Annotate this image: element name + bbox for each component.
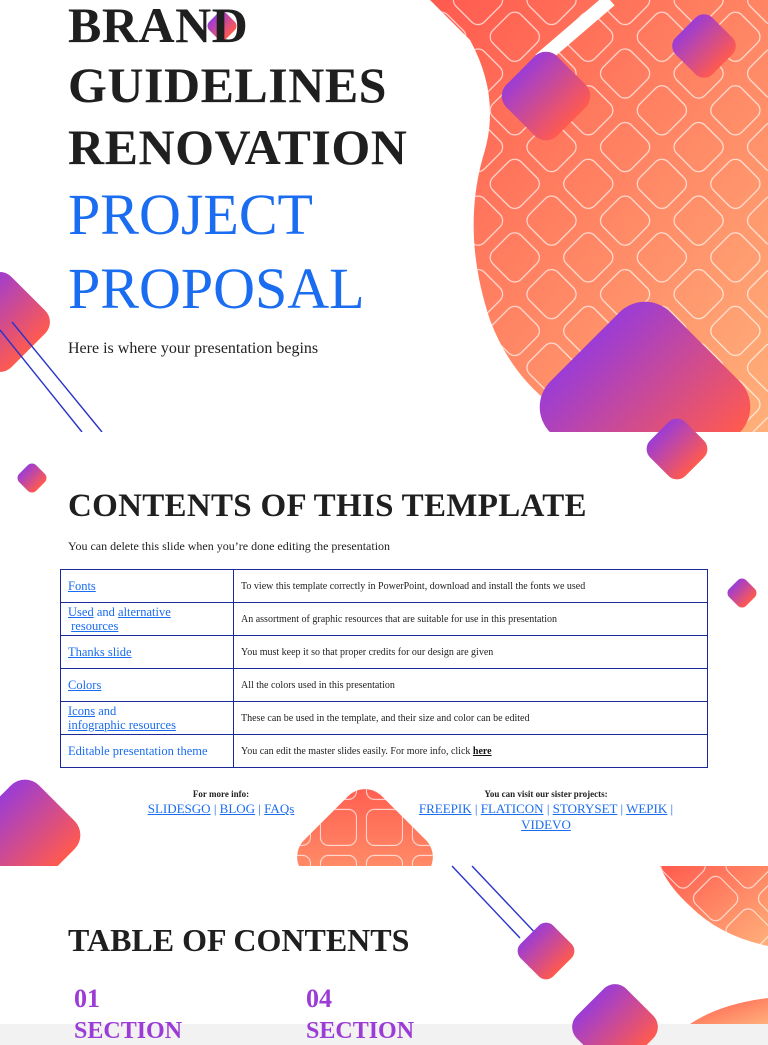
- title-line-brand: BRAND: [68, 0, 249, 53]
- pink-diamond-right: [725, 576, 759, 610]
- freepik-link[interactable]: FREEPIK: [418, 801, 472, 816]
- wepik-link[interactable]: WEPIK: [626, 801, 668, 816]
- title-line-renovation: RENOVATION: [68, 119, 408, 175]
- link-separator: |: [474, 801, 478, 816]
- row-description: All the colors used in this presentation: [234, 669, 708, 702]
- toc-number: 01: [74, 984, 100, 1013]
- purple-diamond-left: [0, 265, 57, 378]
- contents-title: CONTENTS OF THIS TEMPLATE: [68, 488, 587, 524]
- pink-diamond-left: [15, 461, 49, 495]
- toc-title: TABLE OF CONTENTS: [68, 922, 410, 958]
- slide1-subtitle: Here is where your presentation begins: [68, 340, 319, 357]
- toc-section-title: SECTION: [74, 1018, 183, 1044]
- fonts-link[interactable]: Fonts: [68, 579, 96, 593]
- contents-subtitle: You can delete this slide when you’re done editing the presentation: [68, 539, 391, 553]
- link-separator: |: [213, 801, 217, 816]
- table-row: [61, 669, 708, 702]
- alternative-link[interactable]: alternative: [118, 605, 171, 619]
- row-description: To view this template correctly in PowerPoint, download and install the fonts we used: [234, 570, 708, 603]
- blog-link[interactable]: BLOG: [219, 801, 256, 816]
- colors-link[interactable]: Colors: [68, 678, 102, 692]
- faqs-link[interactable]: FAQs: [264, 801, 295, 816]
- blue-line: [472, 866, 540, 938]
- title-line-proposal: PROPOSAL: [68, 256, 365, 321]
- table-row: [61, 636, 708, 669]
- title-line-project: PROJECT: [68, 182, 313, 247]
- purple-diamond: [513, 918, 578, 983]
- slide-table-of-contents[interactable]: [0, 866, 768, 1044]
- row-description: You can edit the master slides easily. For more info, click: [241, 745, 473, 757]
- icons-link[interactable]: Icons: [68, 704, 96, 718]
- link-separator: |: [670, 801, 674, 816]
- thanks-slide-link[interactable]: Thanks slide: [68, 645, 132, 659]
- more-info-label: For more info:: [192, 789, 250, 799]
- contents-table: [60, 569, 708, 768]
- table-row: [61, 570, 708, 603]
- toc-section-title: SECTION: [306, 1018, 415, 1044]
- used-link[interactable]: Used: [68, 605, 94, 619]
- title-line-guidelines: GUIDELINES: [68, 57, 387, 113]
- row-label-text: Editable presentation theme: [61, 735, 234, 768]
- row-label-text: and: [93, 605, 119, 619]
- row-description: These can be used in the template, and their size and color can be edited: [234, 702, 708, 735]
- purple-diamond-bottom: [566, 978, 665, 1045]
- resources-link[interactable]: resources: [71, 619, 119, 633]
- blue-line: [452, 866, 520, 938]
- link-separator: |: [620, 801, 624, 816]
- row-label-text: and: [95, 704, 117, 718]
- row-description: You must keep it so that proper credits for our design are given: [234, 636, 708, 669]
- infographic-resources-link[interactable]: infographic resources: [68, 718, 176, 732]
- slidesgo-link[interactable]: SLIDESGO: [147, 801, 211, 816]
- slide-contents[interactable]: [0, 432, 768, 866]
- link-separator: |: [258, 801, 261, 816]
- sister-projects-label: You can visit our sister projects:: [484, 789, 608, 799]
- here-link[interactable]: here: [472, 745, 492, 757]
- row-description: An assortment of graphic resources that are suitable for use in this presentation: [234, 603, 708, 636]
- table-row: [61, 603, 708, 636]
- more-info-links: [120, 801, 322, 817]
- link-separator: |: [546, 801, 550, 816]
- storyset-link[interactable]: STORYSET: [552, 801, 618, 816]
- sister-project-links: [400, 801, 692, 833]
- toc-number: 04: [306, 984, 332, 1013]
- videvo-link[interactable]: VIDEVO: [521, 817, 571, 832]
- flaticon-link[interactable]: FLATICON: [480, 801, 544, 816]
- orange-pattern-shape: [660, 866, 768, 1024]
- slide-title[interactable]: [0, 0, 768, 432]
- table-row: [61, 735, 708, 768]
- table-row: [61, 702, 708, 735]
- blue-line: [12, 322, 102, 432]
